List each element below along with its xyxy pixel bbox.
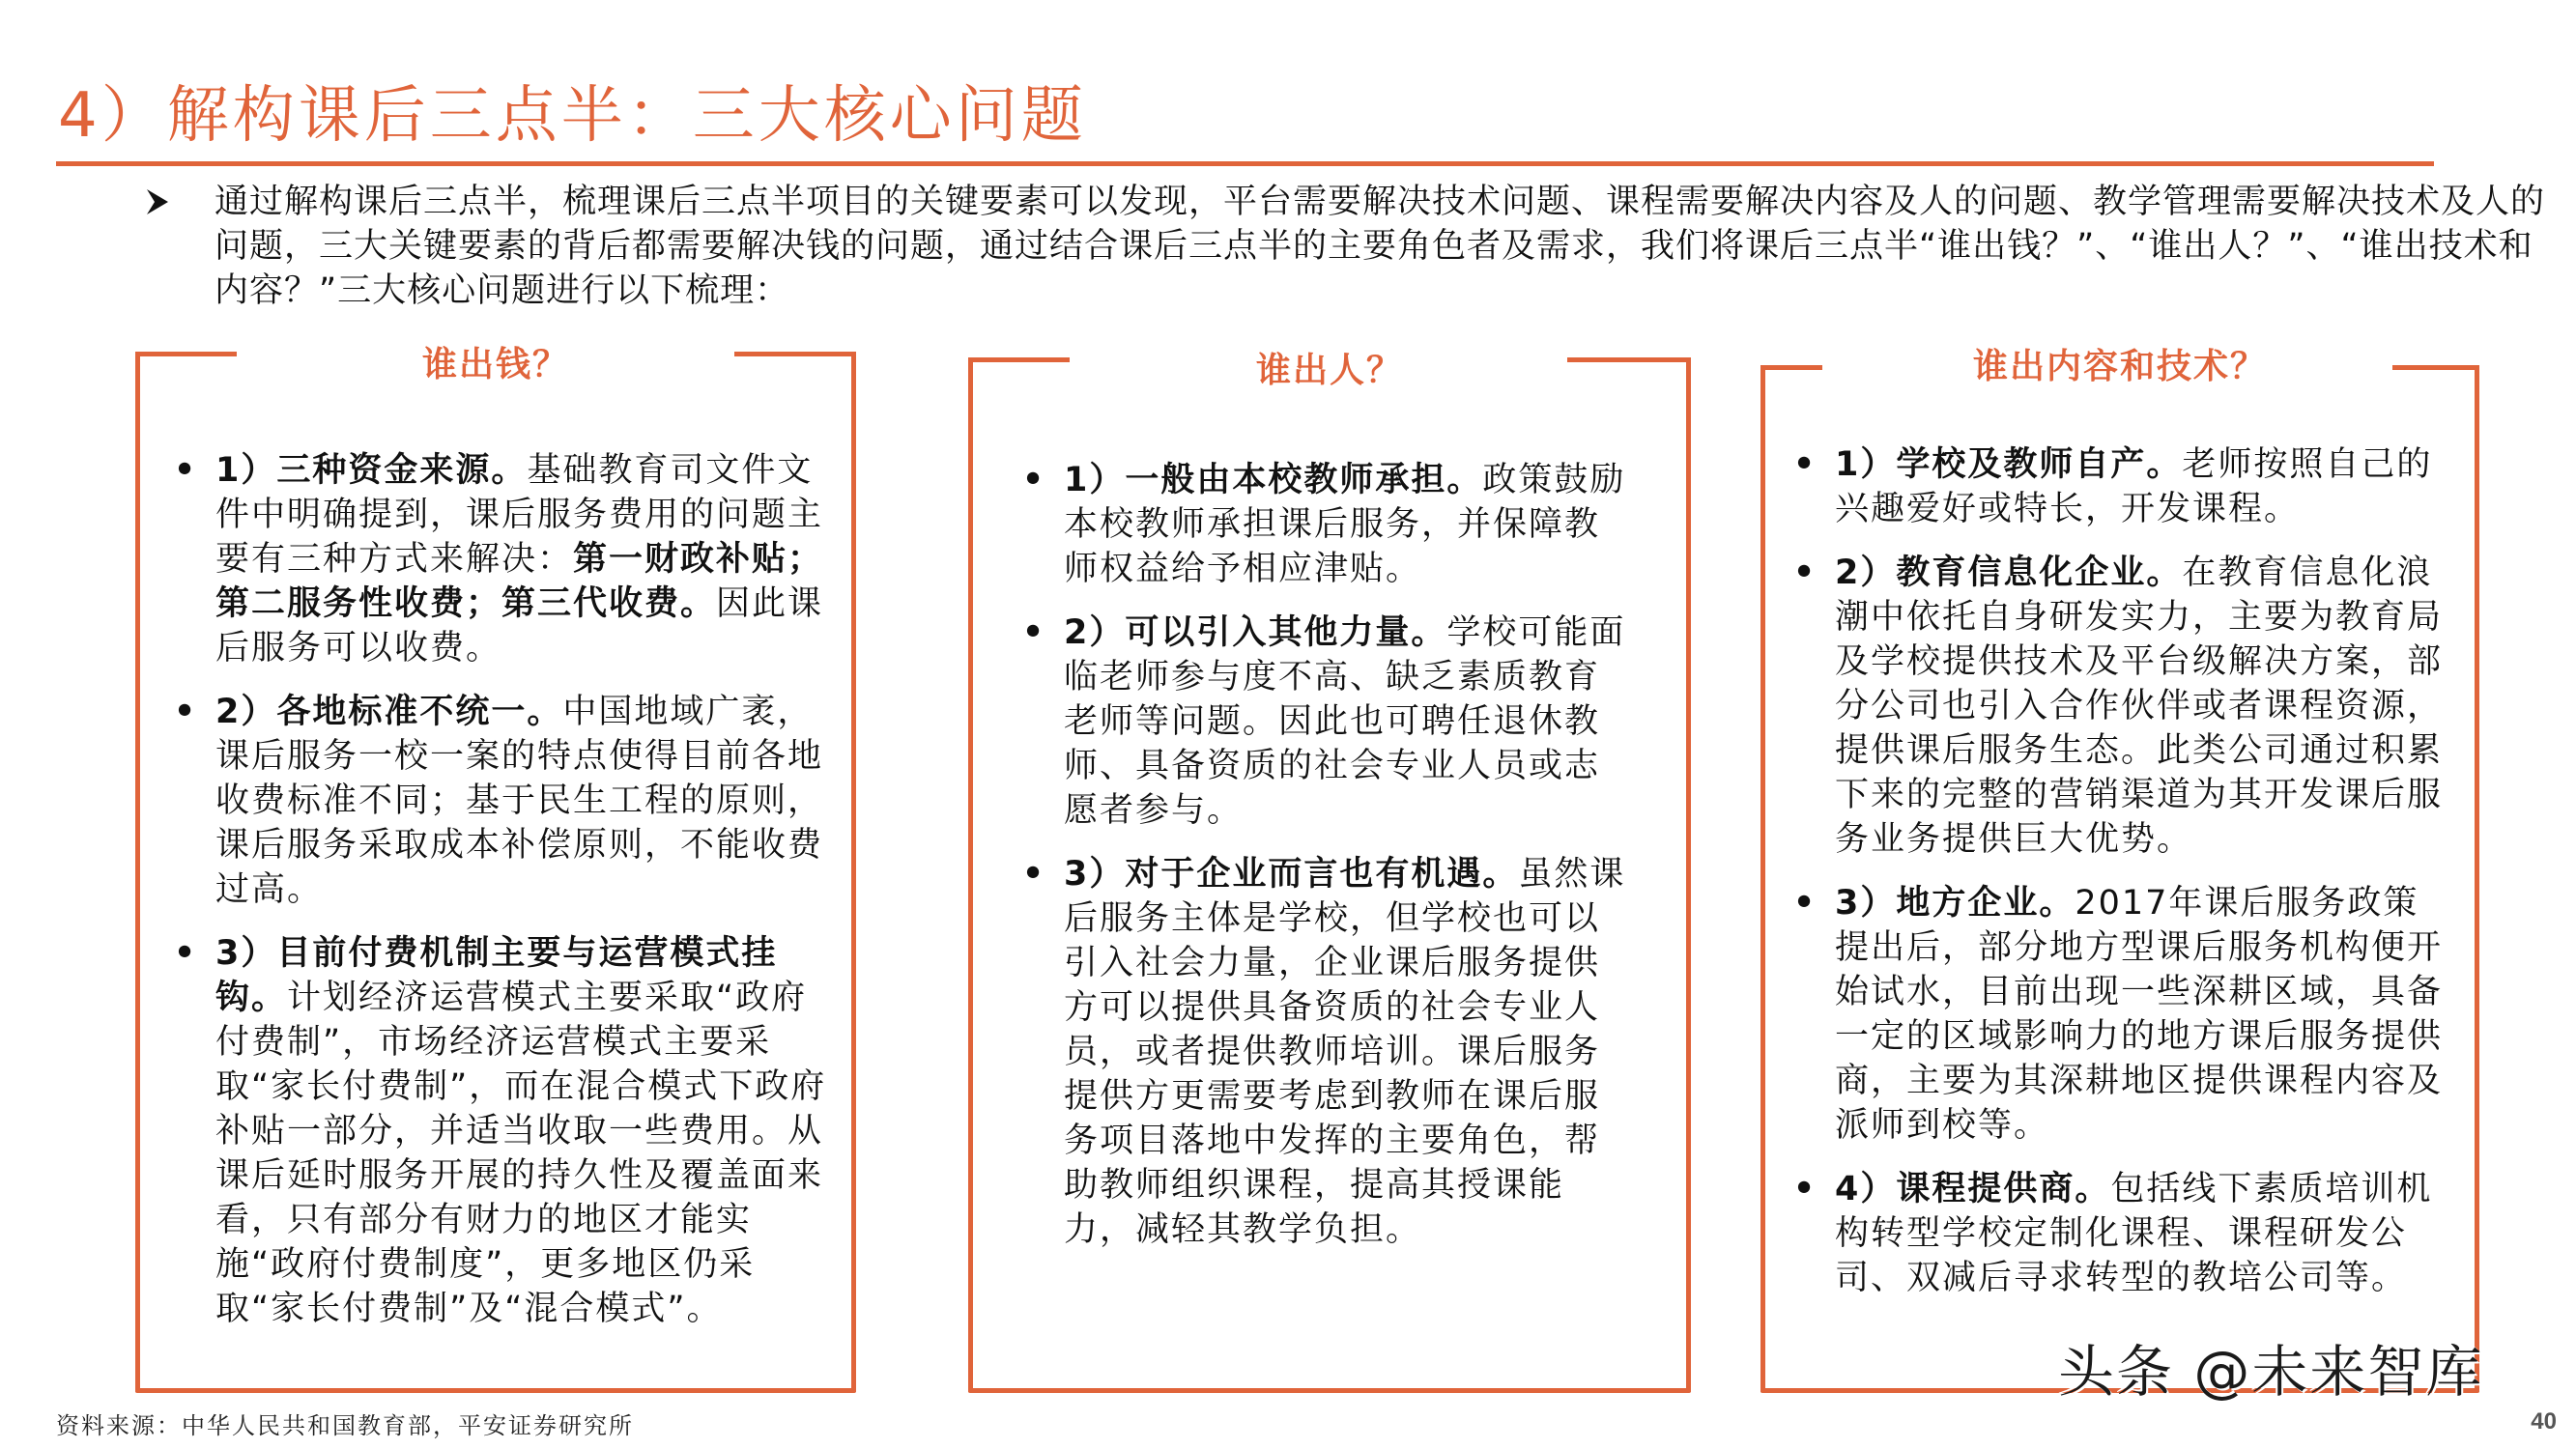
bullet-icon: •: [1792, 445, 1818, 484]
item-lead: 1）学校及教师自产。: [1835, 445, 2183, 484]
item-text: 老师按照自己的兴趣爱好或特长，开发课程。: [1835, 445, 2433, 528]
list-item: [1008, 852, 1628, 1252]
box-items: [159, 448, 832, 1331]
bullet-icon: •: [173, 934, 198, 973]
intro-text: 通过解构课后三点半，梳理课后三点半项目的关键要素可以发现，平台需要解决技术问题、课程需要解决内容及人的问题、教学管理需要解决技术及人的问题，三大关键要素的背后都需要解决钱的问题，通过结合课后三点半的主要角色者及需求，我们将课后三点半“谁出钱？”、“谁出人？”、“谁出技术和内容？”三大核心问题进行以下梳理：: [215, 183, 2546, 310]
list-item: [1008, 611, 1628, 833]
item-lead: 3）对于企业而言也有机遇。: [1064, 855, 1519, 894]
item-tail: 因此课后服务可以收费。: [215, 584, 824, 668]
item-lead: 2）各地标准不统一。: [215, 693, 563, 731]
title-underline: [56, 161, 2434, 166]
page-number: 40: [2531, 1408, 2557, 1435]
box-items: [1008, 458, 1628, 1252]
item-lead: 3）目前付费机制主要与运营模式挂钩。: [215, 934, 778, 1017]
bullet-icon: •: [1021, 461, 1046, 499]
slide-title: 4）解构课后三点半：三大核心问题: [58, 80, 1087, 152]
item-text: 基础教育司文件文件中明确提到，课后服务费用的问题主要有三种方式来解决：: [215, 451, 824, 579]
list-item: [1779, 551, 2451, 862]
box-items: [1779, 442, 2451, 1300]
box-title: 谁出内容和技术？: [1972, 347, 2267, 386]
bullet-icon: •: [173, 693, 198, 731]
arrowhead-bullet-icon: [145, 187, 170, 216]
item-lead: 4）课程提供商。: [1835, 1170, 2111, 1208]
bullet-icon: •: [1021, 855, 1046, 894]
item-text: 2017年课后服务政策提出后，部分地方型课后服务机构便开始试水，目前出现一些深耕区域，具备一定的区域影响力的地方课后服务提供商，主要为其深耕地区提供课程内容及派师到校等。: [1835, 884, 2444, 1145]
box-who-staffs: [968, 351, 1691, 1393]
list-item: [159, 690, 832, 912]
item-text: 虽然课后服务主体是学校，但学校也可以引入社会力量，企业课后服务提供方可以提供具备资质的社会专业人员，或者提供教师培训。课后服务提供方更需要考虑到教师在课后服务项目落地中发挥的主要角色，帮助教师组织课程，提高其授课能力，减轻其教学负担。: [1064, 855, 1626, 1249]
list-item: [1779, 1167, 2451, 1300]
bullet-icon: •: [1792, 884, 1818, 923]
source-note: 资料来源：中华人民共和国教育部，平安证券研究所: [56, 1412, 634, 1439]
box-who-provides-content-tech: [1760, 347, 2479, 1393]
item-lead: 2）可以引入其他力量。: [1064, 613, 1447, 652]
item-lead: 3）地方企业。: [1835, 884, 2075, 923]
item-bold-tail: 第一财政补贴；第二服务性收费；第三代收费。: [215, 540, 824, 623]
box-title: 谁出钱？: [421, 345, 569, 384]
item-text: 中国地域广袤，课后服务一校一案的特点使得目前各地收费标准不同；基于民生工程的原则，课后服务采取成本补偿原则，不能收费过高。: [215, 693, 824, 909]
bullet-icon: •: [1792, 1170, 1818, 1208]
list-item: [1779, 442, 2451, 531]
list-item: [159, 448, 832, 670]
item-text: 计划经济运营模式主要采取“政府付费制”，市场经济运营模式主要采取“家长付费制”，而在混合模式下政府补贴一部分，并适当收取一些费用。从课后延时服务开展的持久性及覆盖面来看，只有部分有财力的地区才能实施“政府付费制度”，更多地区仍采取“家长付费制”及“混合模式”。: [215, 979, 827, 1328]
bullet-icon: •: [1792, 554, 1818, 592]
bullet-icon: •: [173, 451, 198, 490]
item-text: 学校可能面临老师参与度不高、缺乏素质教育老师等问题。因此也可聘任退休教师、具备资质的社会专业人员或志愿者参与。: [1064, 613, 1626, 830]
item-lead: 2）教育信息化企业。: [1835, 554, 2183, 592]
watermark: 头条 @未来智库: [2058, 1339, 2484, 1405]
list-item: [159, 931, 832, 1331]
item-lead: 1）三种资金来源。: [215, 451, 528, 490]
item-text: 政策鼓励本校教师承担课后服务，并保障教师权益给予相应津贴。: [1064, 461, 1626, 588]
item-text: 在教育信息化浪潮中依托自身研发实力，主要为教育局及学校提供技术及平台级解决方案，部分公司也引入合作伙伴或者课程资源，提供课后服务生态。此类公司通过积累下来的完整的营销渠道为其开发课后服务业务提供巨大优势。: [1835, 554, 2444, 859]
bullet-icon: •: [1021, 613, 1046, 652]
item-lead: 1）一般由本校教师承担。: [1064, 461, 1483, 499]
box-title: 谁出人？: [1255, 351, 1403, 390]
box-who-pays: [135, 345, 856, 1393]
list-item: [1008, 458, 1628, 591]
list-item: [1779, 881, 2451, 1148]
item-text: 包括线下素质培训机构转型学校定制化课程、课程研发公司、双减后寻求转型的教培公司等。: [1835, 1170, 2433, 1297]
